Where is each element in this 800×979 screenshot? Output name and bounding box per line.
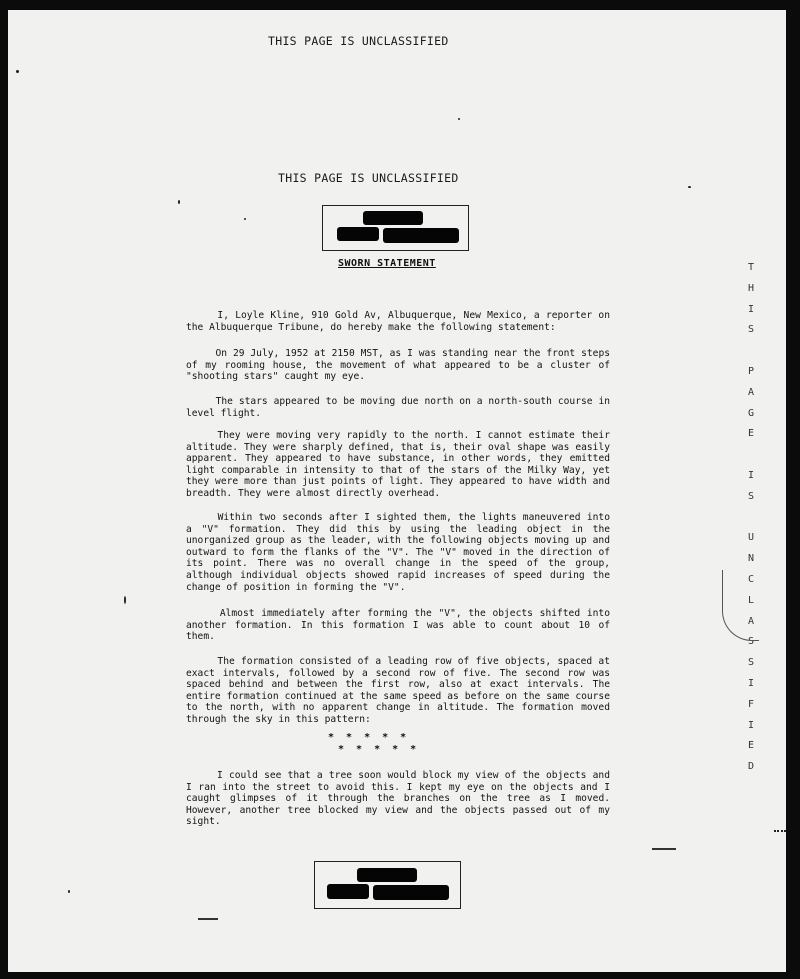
side-marking-letter: P [747,365,755,377]
side-marking-letter: E [747,740,755,752]
side-marking-letter: I [747,719,755,731]
redaction-bar [327,884,369,899]
side-marking-letter [744,341,758,362]
paragraph-3: The stars appeared to be moving due north on a north-south course in level flight. [186,396,616,419]
redaction-bar [373,885,449,900]
scan-speck [688,186,691,188]
scan-speck [458,118,460,120]
side-marking-letter: U [747,532,755,544]
paragraph-8: I could see that a tree soon would block my view of the objects and I ran into the street to avoid this. I kept my eye on the objects and I caught glimpses of it through the branches on the tree as I moved. However, another tree blocked my view and the objects passed out of my sight. [186,770,616,828]
paragraph-5: Within two seconds after I sighted them, the lights maneuvered into a "V" formation. They did this by using the leading object in the unorganized group as the leader, with the following objects moving up and outward to form the flanks of the "V". The "V" moved in the direction of its point. There was no overall change in the speed of the group, although individual objects showed rapid increases of speed during the change of position in forming the "V". [186,512,616,593]
side-marking-letter: A [747,386,755,398]
formation-pattern-row-2: * * * * * [338,744,420,755]
redaction-bar [383,228,459,243]
paragraph-2: On 29 July, 1952 at 2150 MST, as I was standing near the front steps of my rooming house, the movement of what appeared to be a cluster of "shooting stars" caught my eye. [186,348,616,383]
scan-mark [652,848,676,850]
paragraph-1: I, Loyle Kline, 910 Gold Av, Albuquerque, New Mexico, a reporter on the Albuquerque Tribune, do hereby make the following statement: [186,310,616,333]
side-marking-letter: I [747,677,755,689]
side-marking-letter: L [747,594,755,606]
side-marking-letter: C [747,573,755,585]
classification-header-mid: THIS PAGE IS UNCLASSIFIED [278,171,459,185]
scan-speck [124,596,126,604]
formation-pattern-row-1: * * * * * [328,732,410,743]
side-marking-letter: T [747,262,755,273]
document-page [8,10,786,972]
redaction-bar [337,227,379,241]
side-marking-letter: I [747,303,755,315]
side-marking-letter [744,508,758,529]
scan-speck [16,70,19,73]
side-marking-letter: S [747,657,755,669]
paragraph-4: They were moving very rapidly to the north. I cannot estimate their altitude. They were sharply defined, that is, their oval shape was easily apparent. They appeared to have substance, in other words, they emitted light comparable in intensity to that of the stars of the Milky Way, yet they were more than just points of light. They appeared to have width and breadth. They were almost directly overhead. [186,430,616,499]
side-marking-letter: S [747,324,755,336]
side-marking-letter: G [747,407,755,419]
side-classification-marking [744,258,758,778]
scan-speck [68,890,70,893]
classification-header-top: THIS PAGE IS UNCLASSIFIED [268,34,449,48]
side-marking-letter [744,445,758,466]
side-marking-letter: E [747,428,755,440]
side-marking-letter: S [747,636,755,648]
side-marking-letter: A [747,615,755,627]
paragraph-7: The formation consisted of a leading row of five objects, spaced at exact intervals, followed by a second row of five. The second row was spaced behind and between the first row, also at exact intervals. The entire formation continued at the same speed as before on the same course to the north, with no apparent change in altitude. The formation moved through the sky in this pattern: [186,656,616,725]
scan-mark [774,830,786,838]
document-title: SWORN STATEMENT [338,258,436,269]
side-marking-letter: S [747,490,755,502]
side-marking-letter: N [747,553,755,565]
side-marking-letter: I [747,469,755,481]
redaction-box-top [322,205,469,251]
redaction-bar [363,211,423,225]
margin-bracket-mark [722,570,759,641]
redaction-bar [357,868,417,882]
side-marking-letter: F [747,698,755,710]
paragraph-6: Almost immediately after forming the "V", the objects shifted into another formation. In this formation I was able to count about 10 of them. [186,608,616,643]
redaction-box-bottom [314,861,461,909]
side-marking-letter: D [747,761,755,773]
scan-speck [244,218,246,220]
scan-speck [178,200,180,204]
side-marking-letter: H [747,282,755,294]
scan-mark [198,918,218,920]
